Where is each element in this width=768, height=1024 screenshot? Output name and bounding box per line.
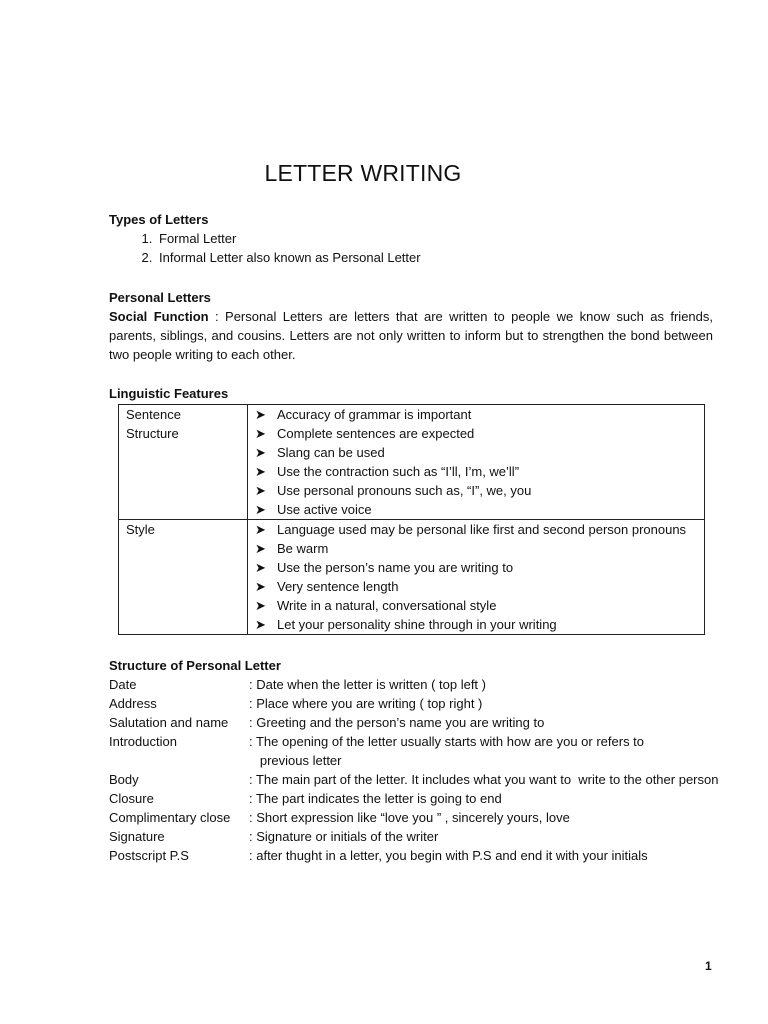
types-heading: Types of Letters — [109, 212, 209, 227]
page-number: 1 — [705, 959, 712, 973]
feature-text: Accuracy of grammar is important — [277, 407, 472, 422]
row-label-line: Sentence — [126, 407, 181, 422]
structure-key: Date — [109, 677, 137, 692]
linguistic-features-table — [118, 404, 705, 635]
table-cell-items — [248, 520, 705, 635]
structure-value: : Short expression like “love you ” , sincerely yours, love — [249, 810, 570, 825]
table-cell-items — [248, 405, 705, 520]
feature-text: Write in a natural, conversational style — [277, 598, 497, 613]
feature-text: Let your personality shine through in your writing — [277, 617, 557, 632]
structure-value: : after thught in a letter, you begin with P.S and end it with your initials — [249, 848, 648, 863]
list-item: 1. Formal Letter — [156, 229, 713, 248]
structure-row — [109, 808, 729, 827]
arrow-bullet-icon: ➤ — [255, 502, 266, 517]
structure-heading: Structure of Personal Letter — [109, 658, 281, 673]
list-item — [131, 500, 704, 519]
list-item — [131, 405, 704, 424]
feature-text: Be warm — [277, 541, 329, 556]
list-item: 2. Informal Letter also known as Personal Letter — [156, 248, 713, 267]
linguistic-heading-wrap — [109, 384, 713, 403]
structure-row — [109, 770, 729, 789]
arrow-bullet-icon: ➤ — [255, 445, 266, 460]
list-item — [131, 558, 704, 577]
arrow-bullet-icon: ➤ — [255, 617, 266, 632]
table-row — [119, 520, 705, 635]
feature-text: Use the person’s name you are writing to — [277, 560, 514, 575]
types-section — [109, 210, 713, 267]
structure-row — [109, 694, 729, 713]
structure-value: : Date when the letter is written ( top left ) — [249, 677, 486, 692]
list-item — [131, 539, 704, 558]
arrow-bullet-icon: ➤ — [255, 522, 266, 537]
row-label-line: Structure — [126, 426, 179, 441]
feature-text: Language used may be personal like first and second person pronouns — [277, 522, 687, 537]
feature-text: Use the contraction such as “I’ll, I’m, we’ll” — [277, 464, 520, 479]
structure-section — [109, 656, 729, 865]
feature-text: Complete sentences are expected — [277, 426, 475, 441]
list-item — [131, 577, 704, 596]
structure-row — [109, 846, 729, 865]
structure-row — [109, 789, 729, 808]
personal-heading: Personal Letters — [109, 290, 211, 305]
structure-value: : The opening of the letter usually starts with how are you or refers to previous letter — [249, 734, 645, 768]
arrow-bullet-icon: ➤ — [255, 560, 266, 575]
arrow-bullet-icon: ➤ — [255, 541, 266, 556]
social-function-text: : Personal Letters are letters that are written to people we know such as friends, parents, siblings, and cousins. Letters are not only written to inform but to strengthen the bond between two people writing to each other. — [109, 309, 713, 362]
arrow-bullet-icon: ➤ — [255, 426, 266, 441]
structure-key: Postscript P.S — [109, 848, 189, 863]
list-item — [131, 520, 704, 539]
linguistic-heading: Linguistic Features — [109, 386, 229, 401]
list-item — [131, 443, 704, 462]
structure-value: : The part indicates the letter is going to end — [249, 791, 502, 806]
structure-value: : Signature or initials of the writer — [249, 829, 439, 844]
structure-key: Introduction — [109, 734, 177, 749]
structure-key: Body — [109, 772, 139, 787]
arrow-bullet-icon: ➤ — [255, 483, 266, 498]
personal-section — [109, 288, 713, 364]
arrow-bullet-icon: ➤ — [255, 407, 266, 422]
feature-text: Very sentence length — [277, 579, 399, 594]
structure-value: : The main part of the letter. It includes what you want to write to the other person — [249, 772, 719, 787]
list-item — [131, 596, 704, 615]
structure-key: Salutation and name — [109, 715, 229, 730]
feature-text: Slang can be used — [277, 445, 385, 460]
list-item — [131, 462, 704, 481]
structure-value: : Greeting and the person’s name you are writing to — [249, 715, 545, 730]
structure-row — [109, 675, 729, 694]
arrow-bullet-icon: ➤ — [255, 598, 266, 613]
social-function-paragraph — [109, 307, 713, 364]
structure-key: Closure — [109, 791, 154, 806]
arrow-bullet-icon: ➤ — [255, 464, 266, 479]
structure-key: Signature — [109, 829, 165, 844]
row-label-line: Style — [126, 522, 155, 537]
structure-row — [109, 827, 729, 846]
list-item — [131, 481, 704, 500]
table-row — [119, 405, 705, 520]
feature-text: Use active voice — [277, 502, 372, 517]
structure-row — [109, 732, 729, 770]
arrow-bullet-icon: ➤ — [255, 579, 266, 594]
social-function-label: Social Function — [109, 309, 209, 324]
types-list — [109, 229, 713, 267]
structure-row — [109, 713, 729, 732]
structure-value: : Place where you are writing ( top right ) — [249, 696, 483, 711]
structure-key: Address — [109, 696, 157, 711]
page-title: LETTER WRITING — [264, 160, 462, 186]
feature-text: Use personal pronouns such as, “I”, we, you — [277, 483, 532, 498]
list-item — [131, 615, 704, 634]
structure-key: Complimentary close — [109, 810, 231, 825]
list-item — [131, 424, 704, 443]
